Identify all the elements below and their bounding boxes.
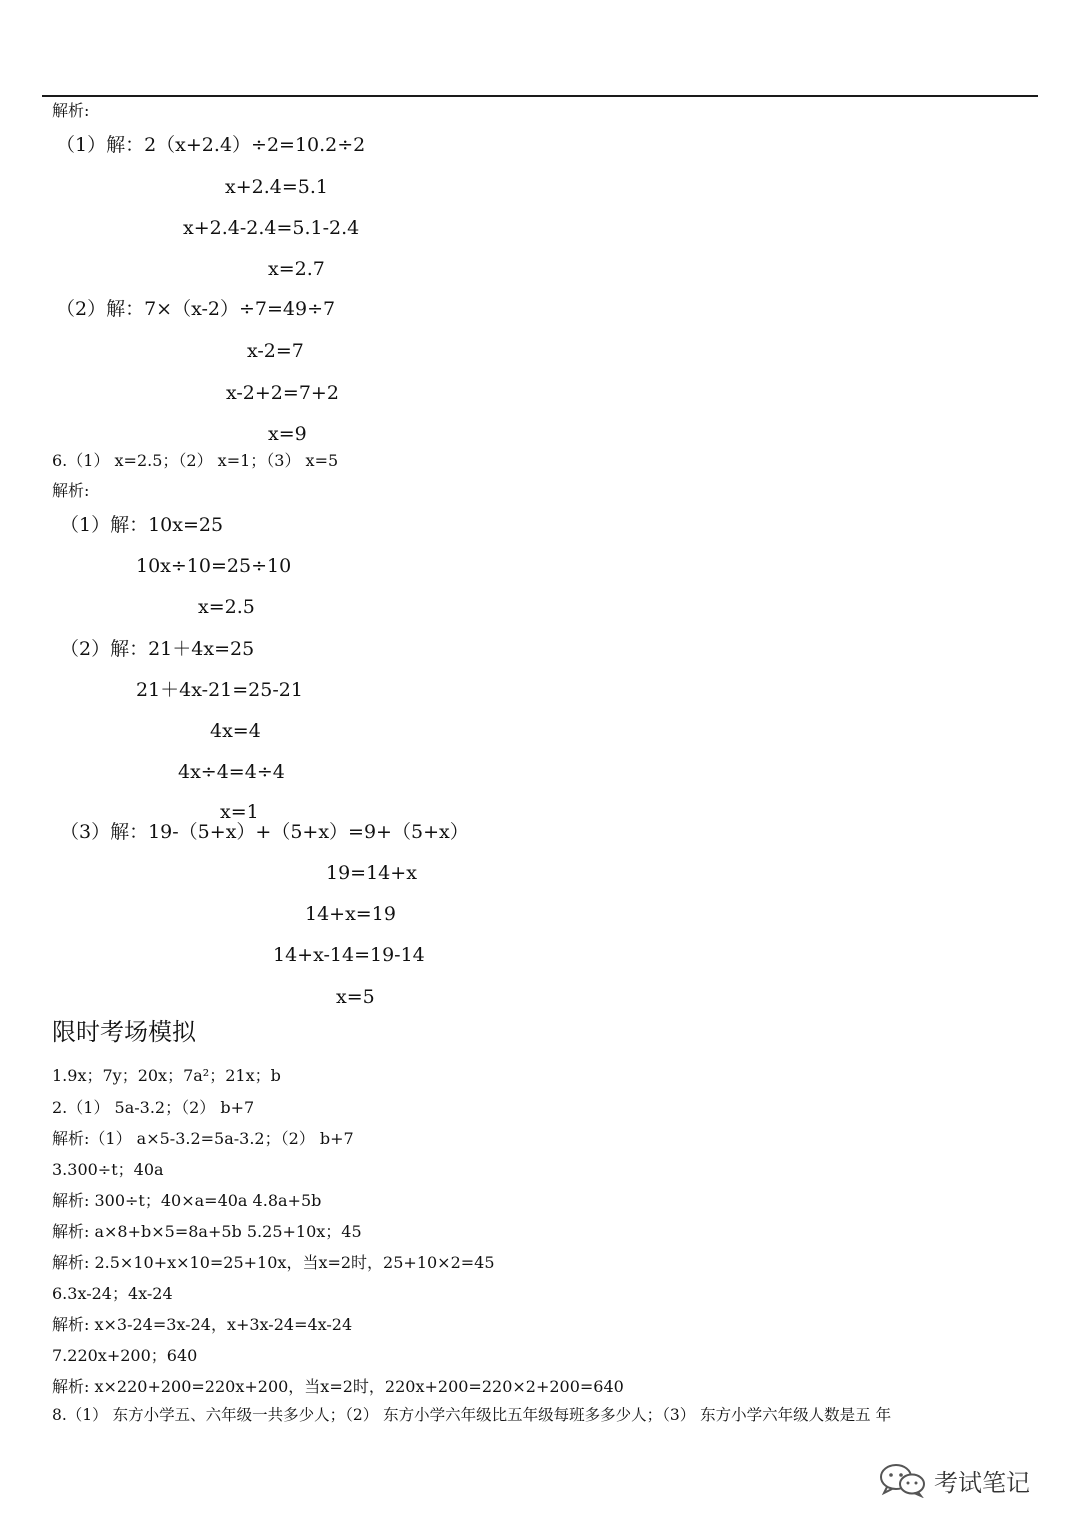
equation-line: x+2.4=5.1 xyxy=(225,176,328,198)
equation-line: （1）解：10x=25 xyxy=(60,514,224,536)
answer-line: 1.9x；7y；20x；7a²；21x；b xyxy=(52,1066,281,1085)
equation-line: x=9 xyxy=(268,423,307,445)
analysis-label: 解析: xyxy=(52,101,90,120)
equation-line: x=1 xyxy=(220,801,259,823)
equation-line: （2）解：7×（x-2）÷7=49÷7 xyxy=(56,298,336,320)
equation-line: 10x÷10=25÷10 xyxy=(136,555,292,577)
equation-line: （2）解：21＋4x=25 xyxy=(60,638,255,660)
equation-line: 4x÷4=4÷4 xyxy=(178,761,285,783)
answer-line: 6.3x-24；4x-24 xyxy=(52,1284,173,1303)
answer-line: 解析: x×220+200=220x+200，当x=2时，220x+200=220×2+200=640 xyxy=(52,1377,624,1396)
equation-line: x-2=7 xyxy=(247,340,304,362)
answer-line: 解析:（1） a×5-3.2=5a-3.2；（2） b+7 xyxy=(52,1129,354,1148)
equation-line: 19=14+x xyxy=(326,862,417,884)
equation-line: x=5 xyxy=(336,986,375,1008)
equation-line: x=2.7 xyxy=(268,258,325,280)
equation-line: 14+x-14=19-14 xyxy=(273,944,425,966)
wechat-icon xyxy=(876,1462,928,1498)
watermark xyxy=(876,1460,1030,1500)
answer-line: 解析: 2.5×10+x×10=25+10x，当x=2时，25+10×2=45 xyxy=(52,1253,495,1272)
equation-line: （1）解：2（x+2.4）÷2=10.2÷2 xyxy=(56,134,366,156)
equation-line: （3）解：19-（5+x）+（5+x）=9+（5+x） xyxy=(60,821,469,843)
answer-line: 解析: a×8+b×5=8a+5b 5.25+10x；45 xyxy=(52,1222,362,1241)
section-heading: 限时考场模拟 xyxy=(52,1018,196,1046)
answer-line: 解析: x×3-24=3x-24，x+3x-24=4x-24 xyxy=(52,1315,353,1334)
watermark-text: 考试笔记 xyxy=(934,1468,1030,1497)
answer-line: 7.220x+200；640 xyxy=(52,1346,198,1365)
analysis-label: 解析: xyxy=(52,481,90,500)
equation-line: 14+x=19 xyxy=(305,903,396,925)
equation-line: 4x=4 xyxy=(210,720,261,742)
equation-line: x-2+2=7+2 xyxy=(226,382,339,404)
answer-line: 2.（1） 5a-3.2；（2） b+7 xyxy=(52,1098,255,1117)
answer-line: 解析: 300÷t；40×a=40a 4.8a+5b xyxy=(52,1191,322,1210)
equation-line: x=2.5 xyxy=(198,596,255,618)
answer-line: 6.（1） x=2.5；（2） x=1；（3） x=5 xyxy=(52,451,339,470)
answer-line: 8.（1） 东方小学五、六年级一共多少人；（2） 东方小学六年级比五年级每班多多少人；（3） 东方小学六年级人数是五 年 xyxy=(52,1406,892,1424)
equation-line: 21＋4x-21=25-21 xyxy=(136,679,303,701)
top-rule xyxy=(42,95,1038,97)
answer-line: 3.300÷t；40a xyxy=(52,1160,164,1179)
equation-line: x+2.4-2.4=5.1-2.4 xyxy=(183,217,360,239)
